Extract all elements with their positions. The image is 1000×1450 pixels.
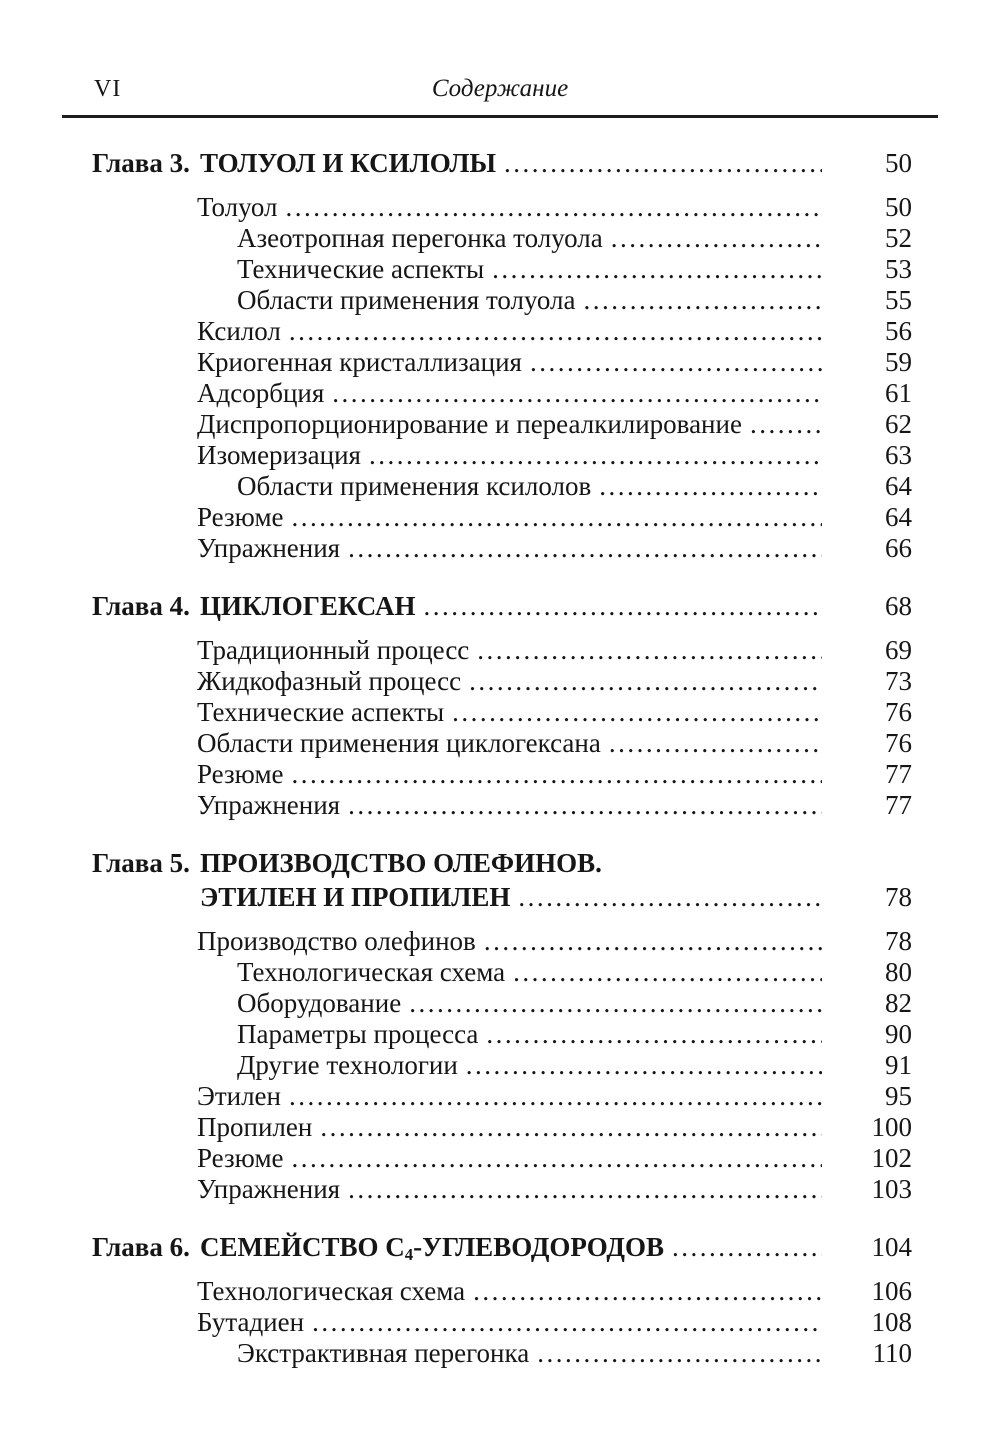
page-number: 76: [885, 728, 912, 758]
toc-entry-row: [62, 1307, 938, 1338]
chapter-title-prefix: СЕМЕЙСТВО С: [200, 1232, 405, 1262]
dot-leader: [348, 790, 822, 821]
dot-leader: [369, 440, 822, 471]
dot-leader: [452, 697, 822, 728]
chapter-heading-row: [62, 846, 938, 880]
dot-leader: [583, 285, 822, 316]
entry-title: Этилен: [197, 1081, 281, 1111]
entry-title: Упражнения: [197, 533, 341, 563]
entry-title: Оборудование: [237, 988, 402, 1018]
dot-leader: [486, 1019, 822, 1050]
page-number: 90: [885, 1019, 912, 1049]
entry-title: Криогенная кристаллизация: [197, 347, 522, 377]
entry-title: Технические аспекты: [197, 697, 445, 727]
chapter-title-line1: ПРОИЗВОДСТВО ОЛЕФИНОВ.: [200, 848, 602, 878]
dot-leader: [312, 1307, 822, 1338]
entry-title: Производство олефинов: [197, 926, 476, 956]
toc-entry-row: [62, 635, 938, 666]
entry-title: Изомеризация: [197, 440, 361, 470]
page-number: 56: [885, 316, 912, 346]
dot-leader: [609, 728, 822, 759]
page-number: 53: [885, 254, 912, 284]
entry-title: Толуол: [197, 192, 278, 222]
page-number: 77: [885, 759, 912, 789]
entry-title: Технологическая схема: [237, 957, 506, 987]
dot-leader: [492, 254, 822, 285]
chapter-number-label: Глава 6.: [92, 1232, 190, 1262]
entry-title: Упражнения: [197, 790, 341, 820]
dot-leader: [504, 146, 822, 180]
toc-entry-row: [62, 192, 938, 223]
toc-entry-row: [62, 285, 938, 316]
page-number: 102: [871, 1143, 912, 1173]
dot-leader: [286, 192, 822, 223]
entry-title: Упражнения: [197, 1174, 341, 1204]
page-number: 64: [885, 471, 912, 501]
toc-entry-row: [62, 759, 938, 790]
dot-leader: [289, 1081, 822, 1112]
page-number: 52: [885, 223, 912, 253]
toc-entry-row: [62, 666, 938, 697]
toc-entry-row: [62, 1019, 938, 1050]
entry-title: Адсорбция: [197, 378, 325, 408]
toc-entry-row: [62, 1174, 938, 1205]
dot-leader: [513, 957, 822, 988]
toc-entry-row: [62, 471, 938, 502]
page-number: 108: [871, 1307, 912, 1337]
toc-entry-row: [62, 502, 938, 533]
dot-leader: [672, 1230, 822, 1264]
dot-leader: [750, 409, 822, 440]
dot-leader: [423, 589, 822, 623]
dot-leader: [466, 1050, 822, 1081]
page-number: 55: [885, 285, 912, 315]
dot-leader: [469, 666, 822, 697]
entry-title: Диспропорционирование и переалкилирование: [197, 409, 742, 439]
entry-title: Параметры процесса: [237, 1019, 479, 1049]
toc-entry-row: [62, 1112, 938, 1143]
entry-title: Другие технологии: [237, 1050, 458, 1080]
entry-title: Резюме: [197, 1143, 284, 1173]
dot-leader: [292, 1143, 822, 1174]
page-number: 103: [871, 1174, 912, 1204]
dot-leader: [348, 533, 822, 564]
page-number: 62: [885, 409, 912, 439]
dot-leader: [484, 926, 822, 957]
dot-leader: [537, 1338, 822, 1369]
chapter-title-subscript: 4: [404, 1245, 414, 1265]
entry-title: Области применения циклогексана: [197, 728, 601, 758]
toc-entry-row: [62, 988, 938, 1019]
entry-title: Технические аспекты: [237, 254, 485, 284]
toc-entry-row: [62, 1338, 938, 1369]
dot-leader: [292, 759, 822, 790]
dot-leader: [477, 635, 822, 666]
page-number: 59: [885, 347, 912, 377]
entry-title: Экстрактивная перегонка: [237, 1338, 530, 1368]
toc-entry-row: [62, 697, 938, 728]
entry-title: Бутадиен: [197, 1307, 305, 1337]
page-number: 50: [885, 148, 912, 178]
page-number: 63: [885, 440, 912, 470]
page-number: 69: [885, 635, 912, 665]
dot-leader: [320, 1112, 822, 1143]
toc-entry-row: [62, 926, 938, 957]
chapter-number-label: Глава 3.: [92, 148, 190, 178]
dot-leader: [530, 347, 822, 378]
chapter-title: ЦИКЛОГЕКСАН: [200, 591, 416, 621]
entry-title: Резюме: [197, 502, 284, 532]
page-number: 66: [885, 533, 912, 563]
page-number: 64: [885, 502, 912, 532]
page-number: 106: [871, 1276, 912, 1306]
toc-entry-row: [62, 409, 938, 440]
page-number: 77: [885, 790, 912, 820]
chapter-heading-row: [62, 589, 938, 623]
entry-title: Пропилен: [197, 1112, 313, 1142]
page-number: 78: [885, 882, 912, 912]
toc-entry-row: [62, 533, 938, 564]
dot-leader: [292, 502, 822, 533]
dot-leader: [332, 378, 822, 409]
toc-entry-row: [62, 440, 938, 471]
page-number: 76: [885, 697, 912, 727]
chapter-heading-row: [62, 1230, 938, 1264]
entry-title: Традиционный процесс: [197, 635, 470, 665]
toc-entry-row: [62, 223, 938, 254]
table-of-contents: [62, 146, 938, 1369]
page-number: 110: [872, 1338, 912, 1368]
dot-leader: [473, 1276, 822, 1307]
toc-entry-row: [62, 1050, 938, 1081]
page-header: [62, 76, 938, 118]
toc-entry-row: [62, 316, 938, 347]
dot-leader: [611, 223, 822, 254]
toc-entry-row: [62, 1276, 938, 1307]
page-number: 68: [885, 591, 912, 621]
page-number: 61: [885, 378, 912, 408]
chapter-title-suffix: -УГЛЕВОДОРОДОВ: [413, 1232, 665, 1262]
page-number: 91: [885, 1050, 912, 1080]
entry-title: Резюме: [197, 759, 284, 789]
page-number: 73: [885, 666, 912, 696]
chapter-number-label: Глава 4.: [92, 591, 190, 621]
toc-entry-row: [62, 1081, 938, 1112]
page-number: 104: [871, 1232, 912, 1262]
chapter-title: [200, 1230, 664, 1264]
chapter-heading-continuation-row: [62, 880, 938, 914]
entry-title: Технологическая схема: [197, 1276, 466, 1306]
toc-entry-row: [62, 728, 938, 759]
toc-entry-row: [62, 1143, 938, 1174]
chapter-number-label: Глава 5.: [92, 848, 190, 878]
entry-title: Области применения толуола: [237, 285, 576, 315]
entry-title: Азеотропная перегонка толуола: [237, 223, 603, 253]
entry-title: Ксилол: [197, 316, 281, 346]
page-number: 100: [871, 1112, 912, 1142]
running-title: Содержание: [431, 75, 569, 102]
dot-leader: [518, 880, 822, 914]
chapter-title-line2: ЭТИЛЕН И ПРОПИЛЕН: [200, 882, 511, 912]
toc-entry-row: [62, 254, 938, 285]
dot-leader: [599, 471, 822, 502]
page-number: 80: [885, 957, 912, 987]
entry-title: Жидкофазный процесс: [197, 666, 462, 696]
page-number: 50: [885, 192, 912, 222]
dot-leader: [409, 988, 822, 1019]
page-number: 95: [885, 1081, 912, 1111]
page-number: 78: [885, 926, 912, 956]
toc-entry-row: [62, 790, 938, 821]
dot-leader: [289, 316, 822, 347]
folio-page-number: VI: [94, 76, 122, 102]
chapter-heading-row: [62, 146, 938, 180]
toc-entry-row: [62, 957, 938, 988]
dot-leader: [348, 1174, 822, 1205]
entry-title: Области применения ксилолов: [237, 471, 592, 501]
toc-entry-row: [62, 378, 938, 409]
toc-entry-row: [62, 347, 938, 378]
chapter-title: ТОЛУОЛ И КСИЛОЛЫ: [200, 148, 496, 178]
page-number: 82: [885, 988, 912, 1018]
